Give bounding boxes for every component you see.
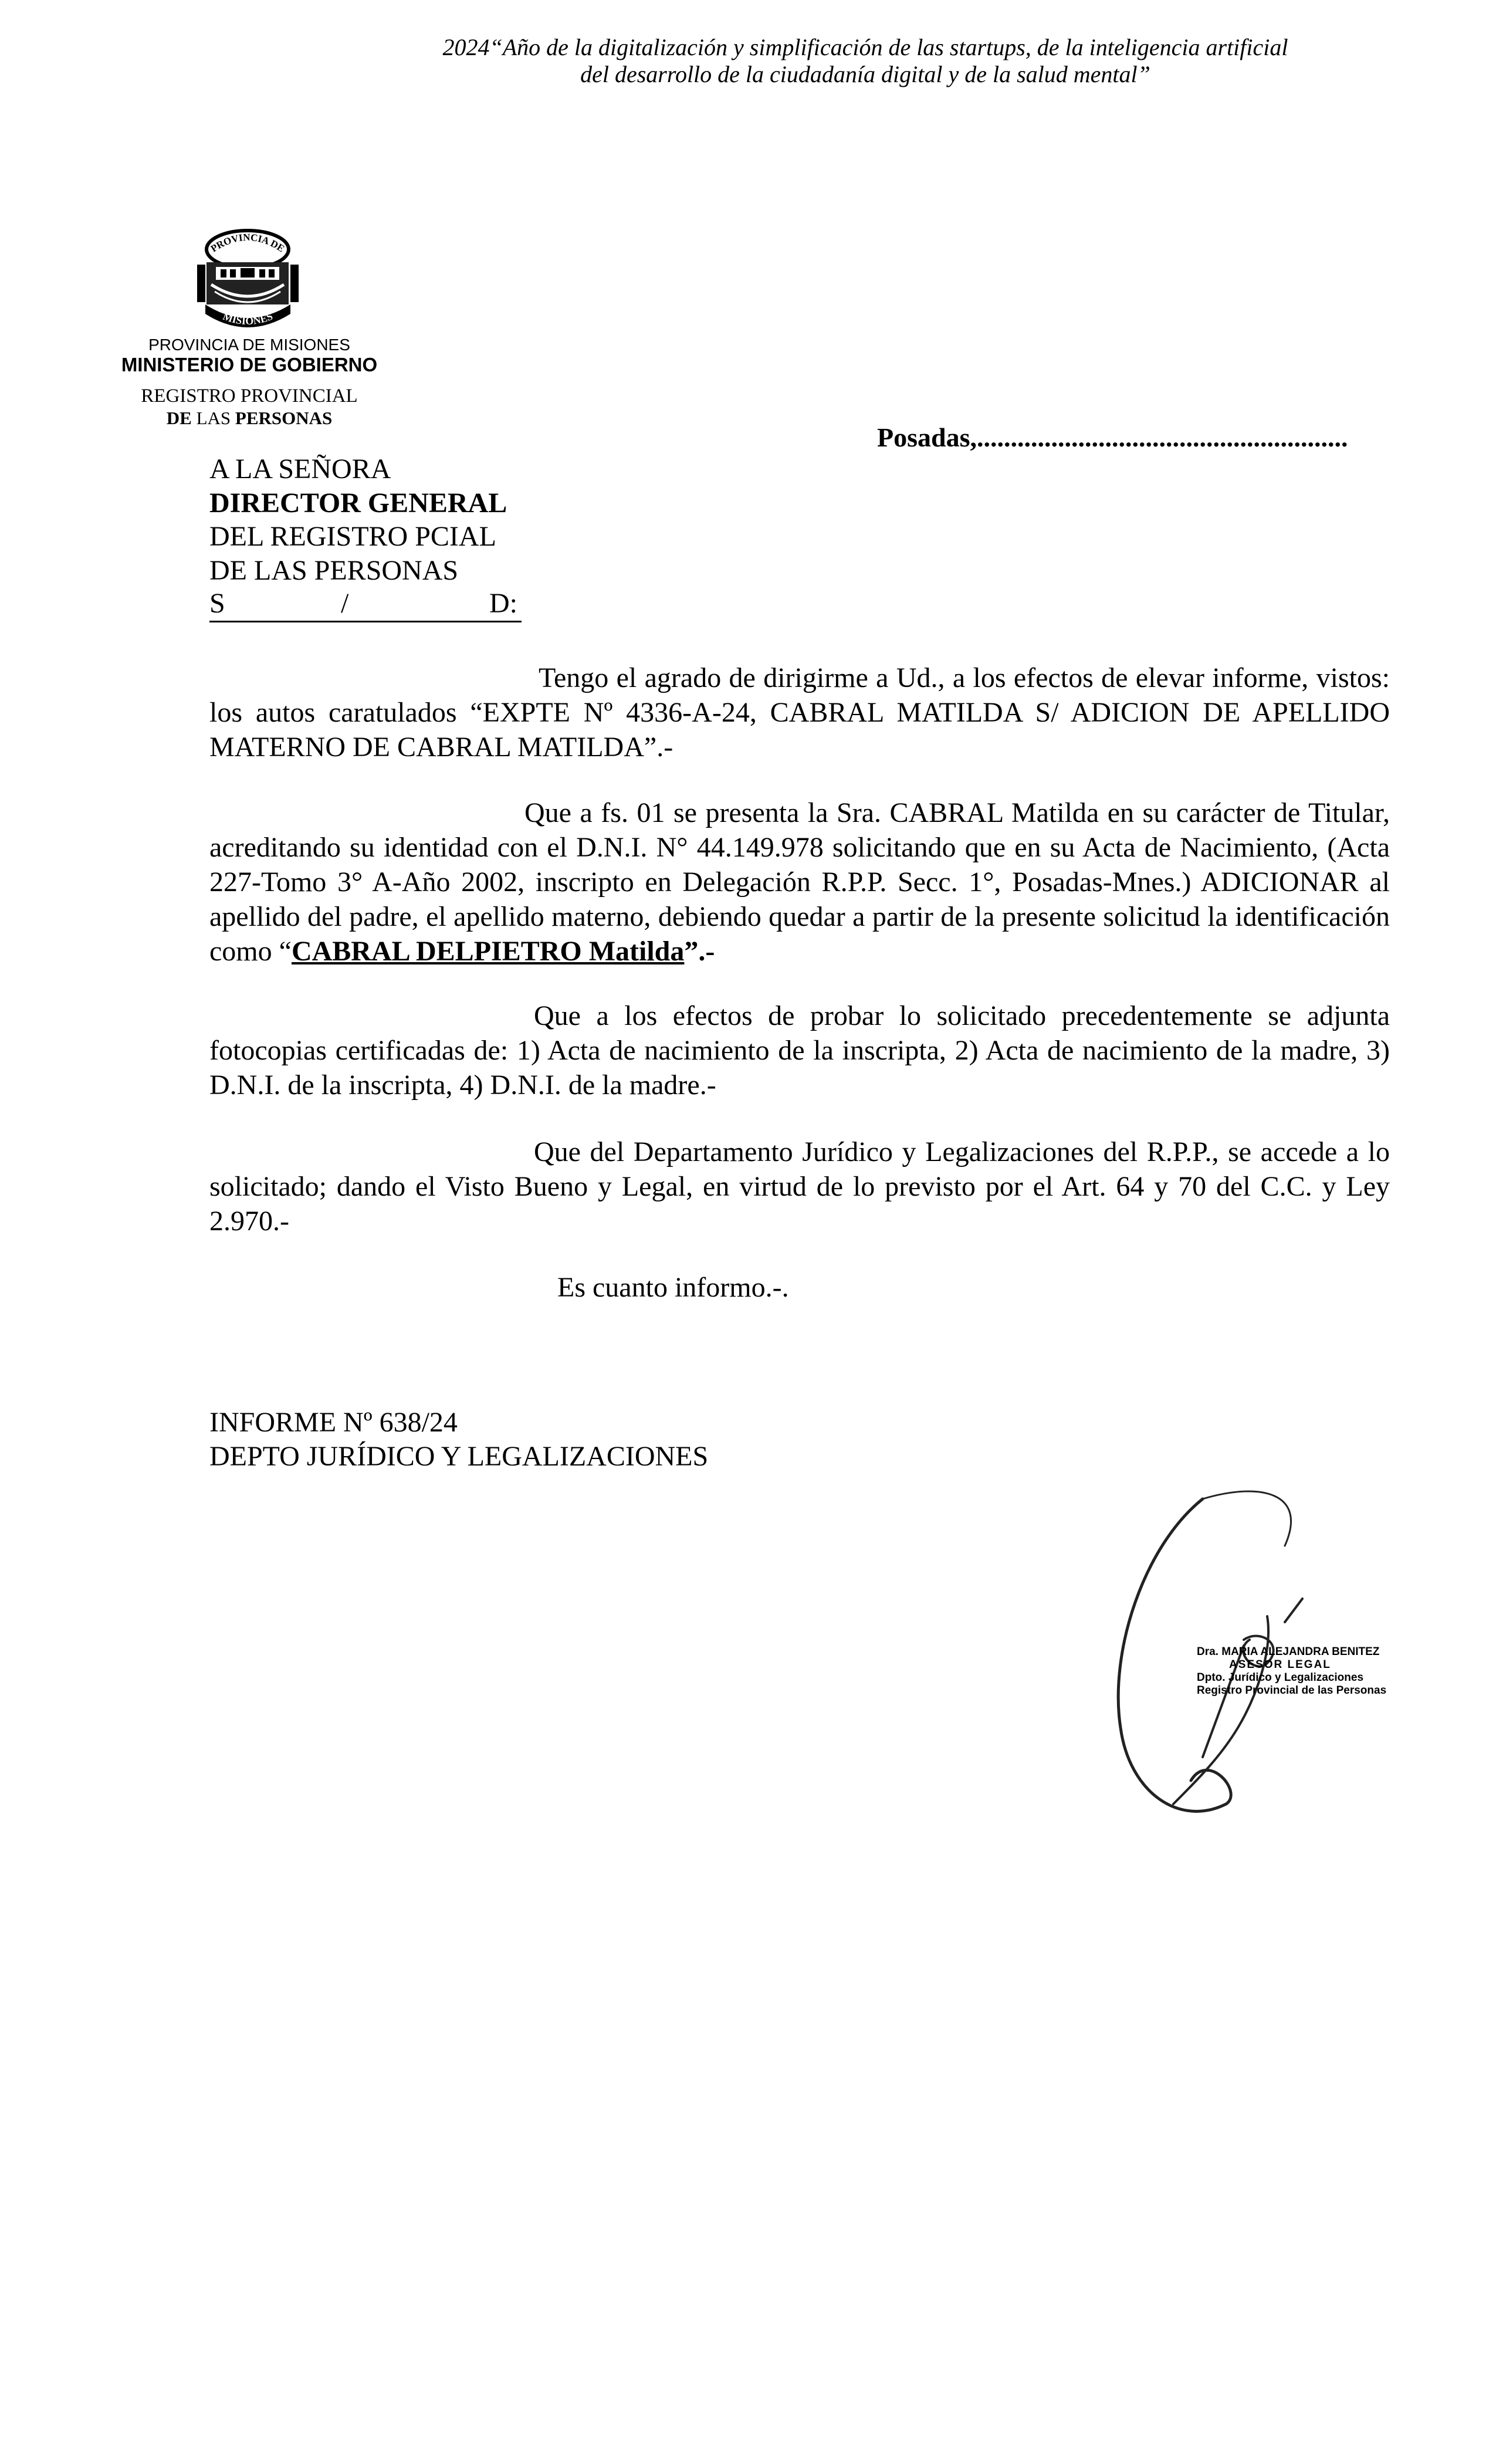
addressee-line-2: DIRECTOR GENERAL <box>209 488 507 519</box>
motto-line-2: del desarrollo de la ciudadanía digital y de la salud mental” <box>580 61 1150 87</box>
stamp-registry: Registro Provincial de las Personas <box>1197 1684 1387 1697</box>
org-registry: REGISTRO PROVINCIAL <box>141 385 358 407</box>
p2-requested-name: CABRAL DELPIETRO Matilda <box>291 936 685 967</box>
body-paragraph-1: Tengo el agrado de dirigirme a Ud., a los efectos de elevar informe, vistos: los autos caratulados “EXPTE Nº 4336-A-24, CABRAL MATILDA S/ ADICION DE APELLIDO MATERNO DE CABRAL MATILDA”.- <box>209 662 1390 763</box>
report-number: INFORME Nº 638/24 <box>209 1407 458 1438</box>
p2-text: Que a fs. 01 se presenta la Sra. CABRAL Matilda en su carácter de Titular, acreditando su identidad con el D.N.I. N° 44.149.978 solicitando que en su Acta de Nacimiento, (Acta 227-Tomo 3° A-Año 2002, inscripto en Delegación R.P.P. Secc. 1°, Posadas-Mnes.) ADICIONAR al apellido del padre, el apellido materno, debiendo quedar a partir de la presente solicitud la identificación como “ <box>209 797 1390 967</box>
header-motto <box>352 34 1379 88</box>
sd-s: S <box>209 588 225 619</box>
addressee-line-4: DE LAS PERSONAS <box>209 555 459 586</box>
signature-stamp <box>1197 1646 1390 1697</box>
motto-line-1: 2024“Año de la digitalización y simplificación de las startups, de la inteligencia artificial <box>442 34 1288 60</box>
addressee-line-1: A LA SEÑORA <box>209 453 391 485</box>
seal-text-bottom: MISIONES <box>221 310 275 327</box>
stamp-department: Dpto. Jurídico y Legalizaciones <box>1197 1671 1364 1684</box>
org-line4-b: LAS <box>196 408 231 428</box>
province-seal-logo <box>194 226 302 334</box>
closing-line: Es cuanto informo.-. <box>557 1272 789 1303</box>
salutation-sd <box>209 587 522 622</box>
department-name: DEPTO JURÍDICO Y LEGALIZACIONES <box>209 1441 709 1472</box>
org-province: PROVINCIA DE MISIONES <box>148 336 350 354</box>
org-line4-a: DE <box>166 408 192 428</box>
org-ministry: MINISTERIO DE GOBIERNO <box>121 354 378 375</box>
org-line4-c: PERSONAS <box>235 408 333 428</box>
addressee-line-3: DEL REGISTRO PCIAL <box>209 521 496 552</box>
sd-slash: / <box>341 588 349 619</box>
stamp-name: Dra. MARIA ALEJANDRA BENITEZ <box>1197 1646 1380 1658</box>
body-paragraph-2 <box>209 796 1390 969</box>
body-paragraph-3: Que a los efectos de probar lo solicitado precedentemente se adjunta fotocopias certificadas de: 1) Acta de nacimiento de la inscripta, 2) Acta de nacimiento de la madre, 3) D.N.I. de la inscripta, 4) D.N.I. de la madre.- <box>209 1000 1390 1101</box>
body-paragraph-4: Que del Departamento Jurídico y Legalizaciones del R.P.P., se accede a lo solicitado; dando el Visto Bueno y Legal, en virtud de lo previsto por el Art. 64 y 70 del C.C. y Ley 2.970.- <box>209 1136 1390 1237</box>
seal-text-top: PROVINCIA DE <box>208 231 287 255</box>
place-date: Posadas,....................................................... <box>877 422 1348 452</box>
org-registry-persons <box>114 408 384 429</box>
sd-d: D: <box>489 588 517 619</box>
p2-end: ”.- <box>684 936 715 967</box>
stamp-title: ASESOR LEGAL <box>1229 1659 1331 1671</box>
